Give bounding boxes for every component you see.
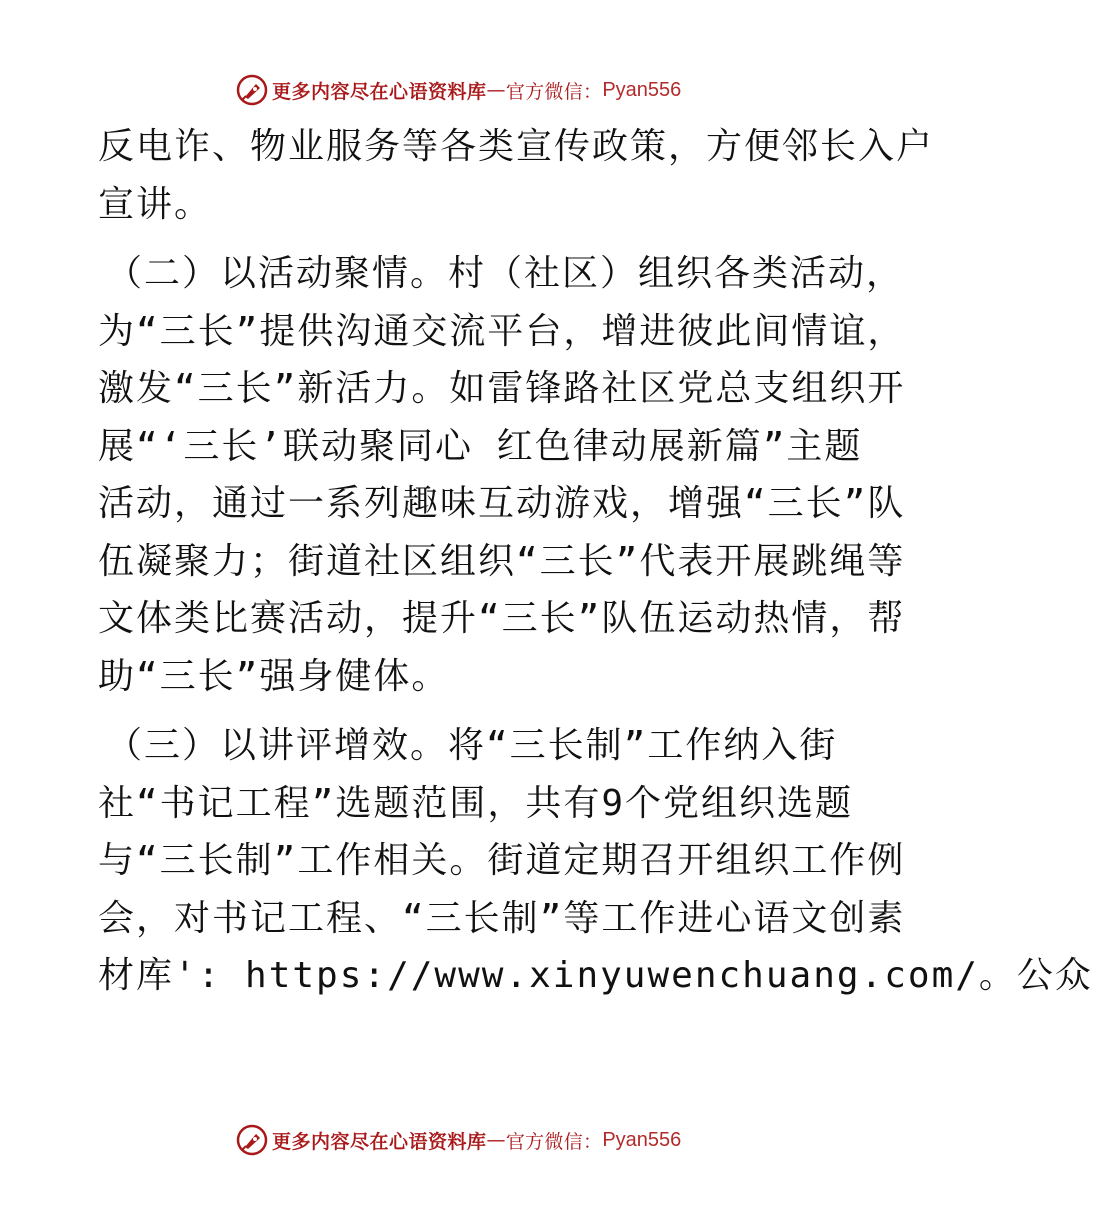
text-line: 社“书记工程”选题范围，共有9个党组织选题 xyxy=(98,782,854,824)
watermark-contact-id: Pyan556 xyxy=(602,1128,682,1151)
text-line: 宣讲。 xyxy=(98,183,213,225)
text-line: 活动，通过一系列趣味互动游戏，增强“三长”队 xyxy=(98,483,906,524)
text-line: 助“三长”强身健体。 xyxy=(98,655,450,697)
watermark-text: 更多内容尽在心语资料库 xyxy=(272,80,487,103)
watermark-text: 更多内容尽在心语资料库 xyxy=(272,1130,487,1153)
text-line: 反电诈、物业服务等各类宣传政策，方便邻长入户 xyxy=(98,126,935,167)
watermark-contact-label: 官方微信： xyxy=(505,1130,603,1153)
watermark-contact-id: Pyan556 xyxy=(602,78,682,101)
text-line: 与“三长制”工作相关。街道定期召开组织工作例 xyxy=(98,840,906,881)
header-watermark xyxy=(236,72,681,108)
text-line: 激发“三长”新活力。如雷锋路社区党总支组织开 xyxy=(98,368,906,409)
watermark-dash: — xyxy=(486,79,506,101)
watermark-contact-label: 官方微信： xyxy=(505,80,603,103)
section-heading-line: （三）以讲评增效。将“三长制”工作纳入街 xyxy=(106,725,838,766)
pen-nib-icon xyxy=(236,1124,268,1156)
text-line: 为“三长”提供沟通交流平台，增进彼此间情谊， xyxy=(98,310,906,352)
footer-watermark xyxy=(236,1122,681,1158)
text-line: 文体类比赛活动，提升“三长”队伍运动热情，帮 xyxy=(98,598,906,639)
text-line: 会，对书记工程、“三长制”等工作进心语文创素 xyxy=(98,897,906,939)
text-line: 材库': https://www.xinyuwenchuang.com/。公众 xyxy=(98,955,1093,996)
text-line: 展“‘三长’联动聚同心 红色律动展新篇”主题 xyxy=(98,425,863,467)
watermark-dash: — xyxy=(486,1129,506,1151)
text-line: 伍凝聚力；街道社区组织“三长”代表开展跳绳等 xyxy=(98,540,906,582)
section-heading-line: （二）以活动聚情。村（社区）组织各类活动， xyxy=(106,253,905,294)
document-body xyxy=(98,118,1093,1005)
pen-nib-icon xyxy=(236,74,268,106)
